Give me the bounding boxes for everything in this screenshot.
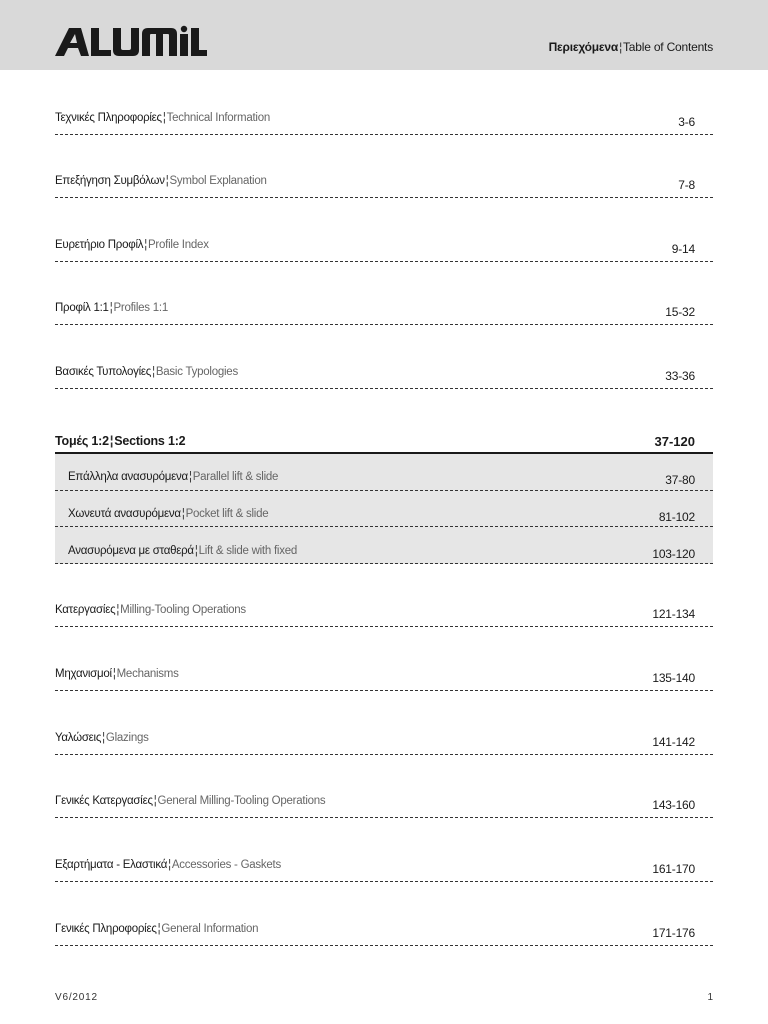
footer-page-number: 1 [707, 992, 713, 1003]
toc-subentry-label: Επάλληλα ανασυρόμενα¦Parallel lift & slide [68, 471, 279, 483]
toc-entry-label: Προφίλ 1:1¦Profiles 1:1 [55, 302, 168, 314]
toc-entry-label: Μηχανισμοί¦Mechanisms [55, 668, 179, 680]
sections-subentries [55, 454, 713, 564]
toc-entry-pages: 3-6 [678, 115, 695, 129]
page-title [549, 40, 713, 54]
toc-entry-basic-typologies[interactable] [55, 366, 713, 389]
toc-entry-pages: 143-160 [652, 798, 695, 812]
toc-subentry-label: Χωνευτά ανασυρόμενα¦Pocket lift & slide [68, 508, 269, 520]
toc-entry-label: Βασικές Τυπολογίες¦Basic Typologies [55, 366, 238, 378]
toc-entry-label: Τεχνικές Πληροφορίες¦Technical Information [55, 112, 271, 124]
toc-section-sections-1-2[interactable] [55, 432, 713, 454]
page-header [0, 0, 768, 70]
toc-entry-label: Γενικές Πληροφορίες¦General Information [55, 923, 259, 935]
toc-entry-label: Υαλώσεις¦Glazings [55, 732, 149, 744]
toc-subentry-pages: 103-120 [652, 547, 695, 561]
toc-entry-technical-information[interactable] [55, 112, 713, 135]
toc-subentry-lift-slide-fixed[interactable] [55, 527, 713, 564]
footer-version: V6/2012 [55, 992, 98, 1003]
toc-subentry-parallel-lift-slide[interactable] [55, 454, 713, 491]
toc-entry-pages: 161-170 [652, 862, 695, 876]
title-separator: ¦ [619, 40, 622, 54]
toc-entry-label: Γενικές Κατεργασίες¦General Milling-Tooling Operations [55, 795, 326, 807]
toc-entry-pages: 33-36 [665, 369, 695, 383]
toc-entry-pages: 15-32 [665, 305, 695, 319]
toc-entry-pages: 7-8 [678, 178, 695, 192]
toc-subentry-pages: 81-102 [658, 510, 695, 524]
section-pages: 37-120 [654, 434, 695, 449]
toc-entry-pages: 135-140 [652, 671, 695, 685]
title-english: Table of Contents [623, 40, 713, 54]
toc-entry-label: Εξαρτήματα - Ελαστικά¦Accessories - Gaskets [55, 859, 282, 871]
toc-subentry-label: Ανασυρόμενα με σταθερά¦Lift & slide with fixed [68, 545, 298, 557]
toc-subentry-pages: 37-80 [665, 473, 695, 487]
toc-entry-profile-index[interactable] [55, 239, 713, 262]
section-label: Τομές 1:2¦Sections 1:2 [55, 434, 186, 448]
toc-entry-symbol-explanation[interactable] [55, 175, 713, 198]
toc-entry-general-information[interactable] [55, 923, 713, 946]
toc-entry-label: Ευρετήριο Προφίλ¦Profile Index [55, 239, 209, 251]
alumil-logo-icon [55, 24, 207, 58]
toc-entry-milling-tooling-operations[interactable] [55, 604, 713, 627]
toc-entry-pages: 9-14 [671, 242, 695, 256]
title-greek: Περιεχόμενα [548, 40, 619, 54]
toc-entry-pages: 121-134 [652, 607, 695, 621]
alumil-logo [55, 24, 207, 58]
toc-entry-general-milling-tooling[interactable] [55, 795, 713, 818]
toc-entry-label: Επεξήγηση Συμβόλων¦Symbol Explanation [55, 175, 267, 187]
toc-subentry-pocket-lift-slide[interactable] [55, 491, 713, 527]
toc-entry-glazings[interactable] [55, 732, 713, 755]
toc-entry-pages: 171-176 [652, 926, 695, 940]
toc-entry-mechanisms[interactable] [55, 668, 713, 691]
toc-entry-label: Κατεργασίες¦Milling-Tooling Operations [55, 604, 246, 616]
toc-entry-accessories-gaskets[interactable] [55, 859, 713, 882]
toc-entry-pages: 141-142 [652, 735, 695, 749]
toc-entry-profiles-1-1[interactable] [55, 302, 713, 325]
